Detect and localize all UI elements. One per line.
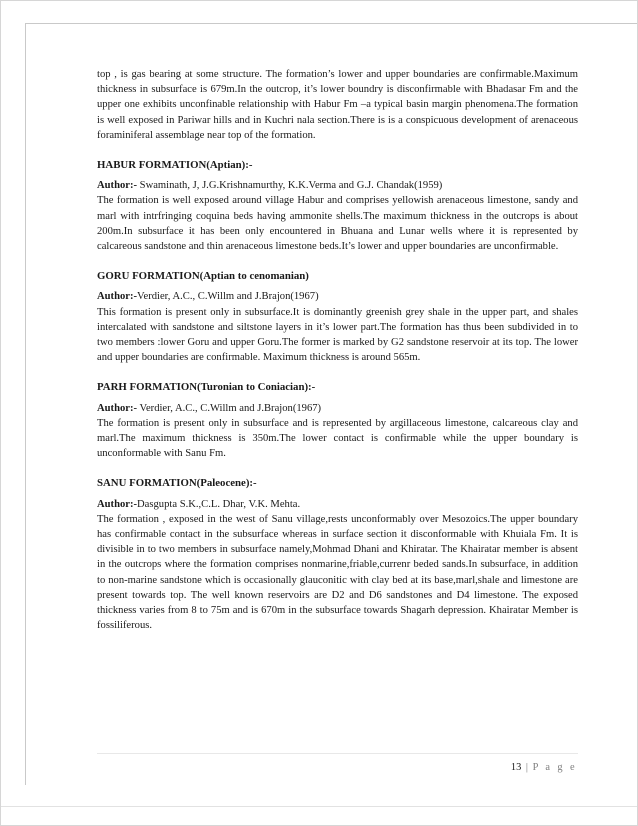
author-names: Verdier, A.C., C.Willm and J.Brajon(1967) <box>137 291 319 303</box>
section-body: This formation is present only in subsurface.It is dominantly greenish grey shale in the upper part, and shales intercalated with sandstone and siltstone layers in it’s lower part.The formation has thus been subdivided in to two members :lower Goru and upper Goru.The former is marked by G2 sandstone reservoir at its top. The lower and upper boundaries are confirmable. Maximum thickness is around 565m. <box>97 306 578 364</box>
section-heading: HABUR FORMATION(Aptian):- <box>97 159 253 172</box>
page-word: P a g e <box>532 762 577 773</box>
author-label: Author:- <box>97 180 138 192</box>
author-label: Author:- <box>97 498 138 510</box>
author-names: Swaminath, J, J.G.Krishnamurthy, K.K.Verma and G.J. Chandak(1959) <box>137 180 443 192</box>
section-heading: PARH FORMATION(Turonian to Coniacian):- <box>97 381 316 394</box>
author-line <box>97 178 578 193</box>
page-footer <box>511 762 577 773</box>
author-names: Dasgupta S.K.,C.L. Dhar, V.K. Mehta. <box>137 498 301 510</box>
page-edge-bottom <box>1 806 637 807</box>
section-goru <box>97 269 578 365</box>
section-sanu <box>97 476 578 633</box>
section-body: The formation is present only in subsurface and is represented by argillaceous limestone, calcareous clay and marl.The maximum thickness is 350m.The lower contact is confirmable while the upper boundary is unconformable with Sanu Fm. <box>97 417 578 460</box>
section-heading: GORU FORMATION(Aptian to cenomanian) <box>97 270 309 283</box>
page-content <box>97 67 578 634</box>
author-names: Verdier, A.C., C.Willm and J.Brajon(1967) <box>137 402 322 414</box>
section-heading: SANU FORMATION(Paleocene):- <box>97 477 257 490</box>
author-label: Author:- <box>97 291 138 303</box>
section-parh <box>97 380 578 461</box>
section-habur <box>97 158 578 254</box>
author-line <box>97 289 578 304</box>
footer-divider <box>97 753 578 754</box>
page-edge-top <box>25 23 637 24</box>
section-body: The formation , exposed in the west of Sanu village,rests unconformably over Mesozoics.The upper boundary has confirmable contact in the subsurface whereas in surface section it disconformable with Khuiala Fm. It is divisible in to two members in subsurface namely,Mohmad Dhani and Khiratar. The Khairatar member is absent in the outcrops where the formation comprises nonmarine,friable,currenr beded sands.In subsurface, in addition to non-marine sandstone which is occasionally glauconitic with clay bed at its base,marl,shale and limestone are present towards top. The well known reservoirs are D2 and D6 sandstones and D4 limestone. The exposed thickness varies from 8 to 75m and is 670m in the subsurface towards Shagarh depression. Khairatar Member is fossiliferous. <box>97 513 578 632</box>
intro-paragraph: top , is gas bearing at some structure. The formation’s lower and upper boundaries are confirmable.Maximum thickness in subsurface is 679m.In the outcrop, it’s lower boundry is disconfirmable with Bhadasar Fm and the upper one exhibits unconfinable relationship with Habur Fm –a typical basin margin phenomena.The formation is well exposed in Pariwar hills and in Kuchri nala section.There is is a conspicuous development of arenaceous foraminiferal assemblage near top of the formation. <box>97 69 578 141</box>
author-label: Author:- <box>97 402 138 414</box>
author-line <box>97 497 578 512</box>
section-body: The formation is well exposed around village Habur and comprises yellowish arenaceous limestone, sandy and marl with intrfringing coquina beds having ammonite shells.The maximum thickness in the outcrops is about 200m.In subsurface it has been only encountered in Bhuana and Lunar wells where it is represented by calcareous sandstone and thin arenaceous limestone beds.It’s lower and upper boundaries are unconfirmable. <box>97 195 578 253</box>
page-edge-left <box>25 23 26 785</box>
page-number: 13 <box>510 762 522 773</box>
footer-separator: | <box>525 762 528 773</box>
author-line <box>97 401 578 416</box>
